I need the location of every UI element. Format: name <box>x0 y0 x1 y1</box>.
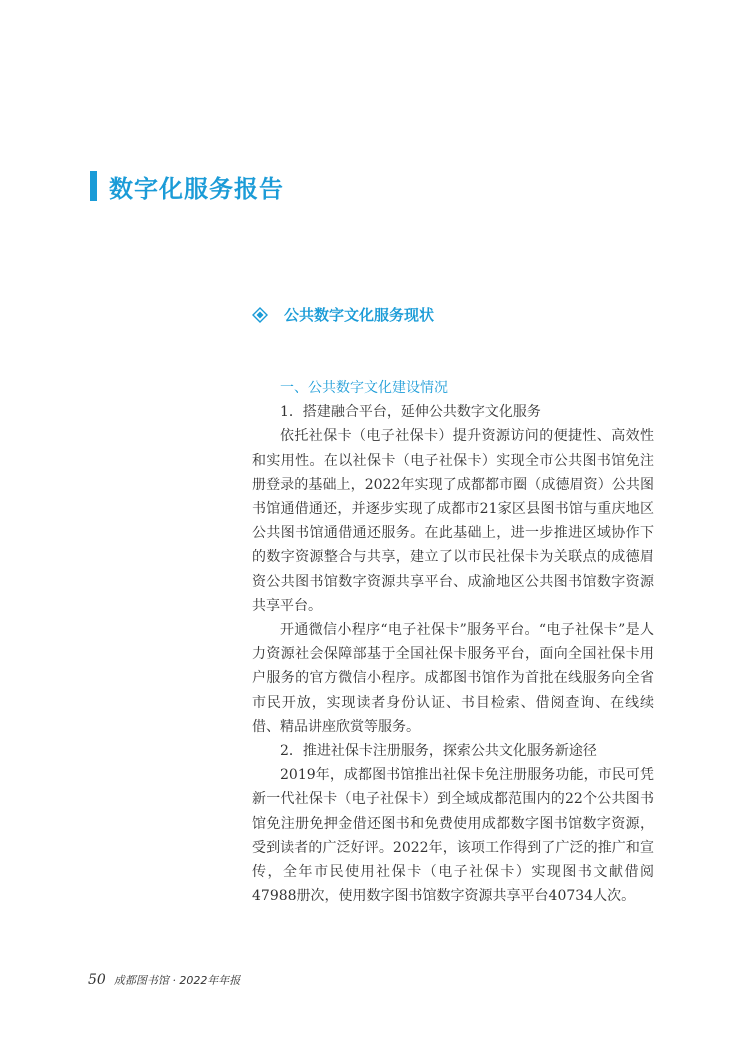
section-title: 公共数字文化服务现状 <box>284 306 435 324</box>
page-footer <box>88 972 240 988</box>
page-title: 数字化服务报告 <box>109 174 284 203</box>
paragraph-5: 2019年，成都图书馆推出社保卡免注册服务功能，市民可凭新一代社保卡（电子社保卡）到全域成都范围内的22个公共图书馆免注册免押金借还图书和免费使用成都数字图书馆数字资源，受到读者的广泛好评。2022年，该项工作得到了广泛的推广和宣传，全年市民使用社保卡（电子社保卡）实现图书文献借阅47988册次，使用数字图书馆数字资源共享平台40734人次。 <box>252 767 654 905</box>
paragraph-2: 依托社保卡（电子社保卡）提升资源访问的便捷性、高效性和实用性。在以社保卡（电子社保卡）实现全市公共图书馆免注册登录的基础上，2022年实现了成都都市圈（成德眉资）公共图书馆通借通还，并逐步实现了成都市21家区县图书馆与重庆地区公共图书馆通借通还服务。在此基础上，进一步推进区域协作下的数字资源整合与共享，建立了以市民社保卡为关联点的成德眉资公共图书馆数字资源共享平台、成渝地区公共图书馆数字资源共享平台。 <box>252 428 654 614</box>
paragraph-3: 开通微信小程序“电子社保卡”服务平台。“电子社保卡”是人力资源社会保障部基于全国社保卡服务平台，面向全国社保卡用户服务的官方微信小程序。成都图书馆作为首批在线服务向全省市民开放，实现读者身份认证、书目检索、借阅查询、在线续借、精品讲座欣赏等服务。 <box>252 622 654 735</box>
section-heading <box>252 304 434 325</box>
page-title-block <box>90 170 284 202</box>
paragraph-4: 2．推进社保卡注册服务，探索公共文化服务新途径 <box>280 743 597 760</box>
footer-label: 成都图书馆 · 2022年年报 <box>113 974 241 987</box>
diamond-icon <box>252 307 268 323</box>
title-accent-bar <box>90 171 97 201</box>
article-body <box>252 376 654 908</box>
subheading: 一、公共数字文化建设情况 <box>280 380 448 396</box>
page-number: 50 <box>88 972 106 988</box>
paragraph-1: 1．搭建融合平台，延伸公共数字文化服务 <box>280 404 541 421</box>
